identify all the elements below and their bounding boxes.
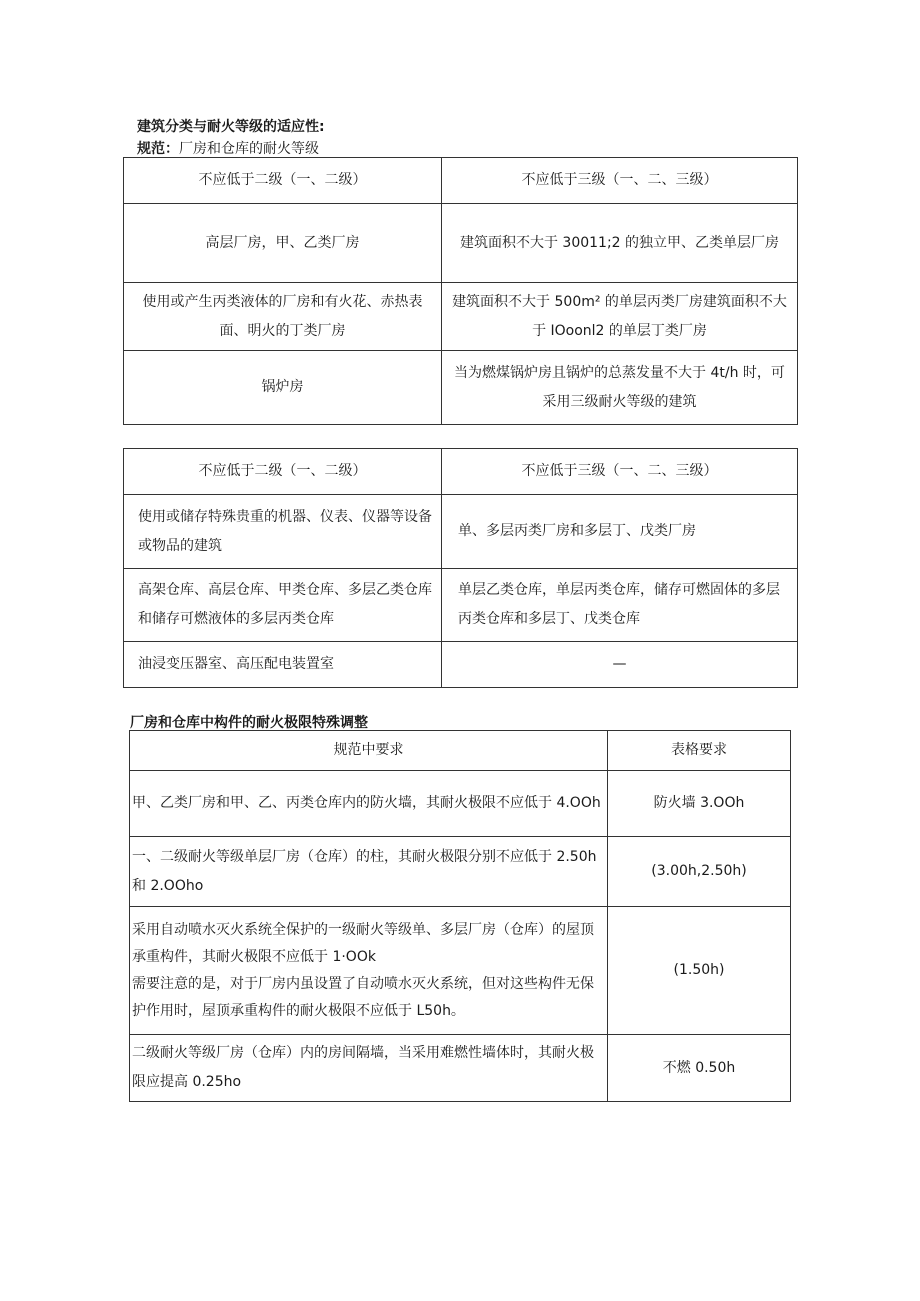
table-cell (130, 907, 608, 1035)
fire-rating-table-warehouses (123, 448, 798, 688)
table-header: 不应低于二级（一、二级） (124, 158, 442, 204)
table-cell: 建筑面积不大于 500m² 的单层丙类厂房建筑面积不大于 IOoonl2 的单层丁类厂房 (442, 283, 798, 351)
section-title: 厂房和仓库中构件的耐火极限特殊调整 (130, 715, 368, 731)
table-cell: 高层厂房，甲、乙类厂房 (124, 204, 442, 283)
table-cell: 单层乙类仓库，单层丙类仓库，储存可燃固体的多层丙类仓库和多层丁、戊类仓库 (442, 569, 798, 642)
table-cell: (3.00h,2.50h) (608, 837, 791, 907)
table-cell: 高架仓库、高层仓库、甲类仓库、多层乙类仓库和储存可燃液体的多层丙类仓库 (124, 569, 442, 642)
table-header: 表格要求 (608, 731, 791, 771)
table-cell: 防火墙 3.OOh (608, 771, 791, 837)
fire-rating-table-factories (123, 157, 798, 425)
subtitle-text: 厂房和仓库的耐火等级 (179, 141, 319, 157)
fire-resistance-adjustment-table (129, 730, 791, 1102)
table-header: 不应低于三级（一、二、三级） (442, 158, 798, 204)
table-header: 不应低于二级（一、二级） (124, 449, 442, 495)
cell-note: 需要注意的是，对于厂房内虽设置了自动喷水灭火系统，但对这些构件无保护作用时，屋顶承重构件的耐火极限不应低于 L50h。 (132, 975, 594, 1019)
table-cell: 建筑面积不大于 30011;2 的独立甲、乙类单层厂房 (442, 204, 798, 283)
section-title: 建筑分类与耐火等级的适应性: (137, 119, 325, 135)
table-cell: 一、二级耐火等级单层厂房（仓库）的柱，其耐火极限分别不应低于 2.50h 和 2.OOho (130, 837, 608, 907)
table-cell: 单、多层丙类厂房和多层丁、戊类厂房 (442, 495, 798, 569)
table-cell: 不燃 0.50h (608, 1035, 791, 1102)
table-cell: 当为燃煤锅炉房且锅炉的总蒸发量不大于 4t/h 时，可采用三级耐火等级的建筑 (442, 351, 798, 425)
cell-text: 采用自动喷水灭火系统全保护的一级耐火等级单、多层厂房（仓库）的屋顶承重构件，其耐火极限不应低于 1·OOk (132, 921, 594, 965)
table-cell: 甲、乙类厂房和甲、乙、丙类仓库内的防火墙，其耐火极限不应低于 4.OOh (130, 771, 608, 837)
table-cell: — (442, 642, 798, 688)
table-cell: 使用或储存特殊贵重的机器、仪表、仪器等设备或物品的建筑 (124, 495, 442, 569)
table-cell: 油浸变压器室、高压配电装置室 (124, 642, 442, 688)
section-subtitle: 规范：厂房和仓库的耐火等级 (137, 141, 319, 157)
table-header: 不应低于三级（一、二、三级） (442, 449, 798, 495)
table-cell: (1.50h) (608, 907, 791, 1035)
table-header: 规范中要求 (130, 731, 608, 771)
table-cell: 二级耐火等级厂房（仓库）内的房间隔墙，当采用难燃性墙体时，其耐火极限应提高 0.25ho (130, 1035, 608, 1102)
table-cell: 使用或产生丙类液体的厂房和有火花、赤热表面、明火的丁类厂房 (124, 283, 442, 351)
table-cell: 锅炉房 (124, 351, 442, 425)
